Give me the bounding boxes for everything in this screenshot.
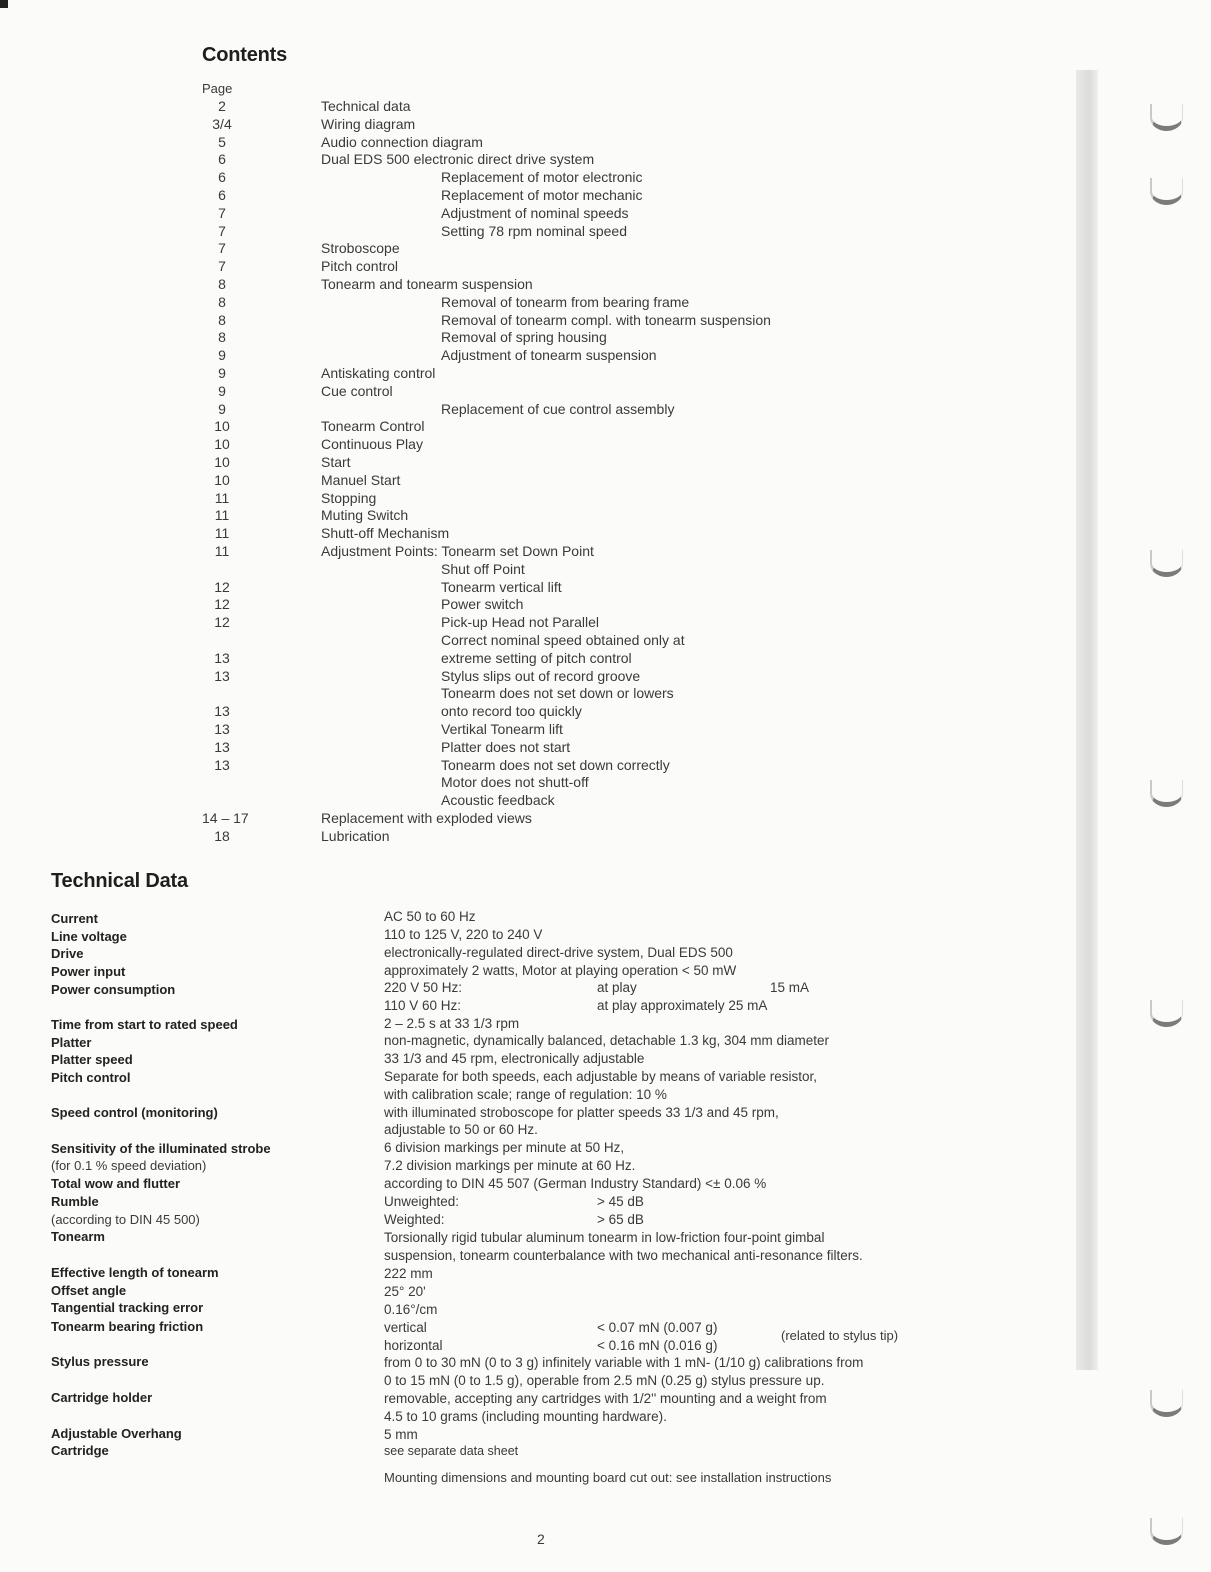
toc-entry-title: Tonearm does not set down correctly: [441, 757, 670, 773]
spec-value: with illuminated stroboscope for platter speeds 33 1/3 and 45 rpm,: [384, 1105, 779, 1120]
technical-data-title: Technical Data: [51, 870, 188, 892]
toc-entry: [0, 436, 900, 454]
friction-horizontal-label: horizontal: [384, 1338, 443, 1353]
toc-entry: [0, 543, 900, 561]
spec-value: non-magnetic, dynamically balanced, detachable 1.3 kg, 304 mm diameter: [384, 1033, 829, 1048]
toc-entry: [0, 739, 900, 757]
spec-value: 0 to 15 mN (0 to 1.5 g), operable from 2.5 mN (0.25 g) stylus pressure up.: [384, 1373, 825, 1388]
spec-value: suspension, tonearm counterbalance with two mechanical anti-resonance filters.: [384, 1248, 863, 1263]
spec-value: 5 mm: [384, 1427, 418, 1442]
toc-entry-title: Power switch: [441, 596, 524, 612]
toc-page-number: 12: [214, 596, 230, 612]
toc-page-number: 10: [214, 436, 230, 452]
toc-page-number: 10: [214, 472, 230, 488]
toc-page-number: 11: [214, 525, 230, 541]
toc-entry: [0, 418, 900, 436]
toc-entry-title: Replacement of cue control assembly: [441, 401, 675, 417]
spec-label: Stylus pressure: [51, 1354, 149, 1369]
spec-label: Time from start to rated speed: [51, 1017, 238, 1032]
toc-page-number: 10: [214, 454, 230, 470]
spec-value: AC 50 to 60 Hz: [384, 909, 476, 924]
spec-value: 4.5 to 10 grams (including mounting hardware).: [384, 1409, 667, 1424]
spec-label: Cartridge holder: [51, 1390, 153, 1405]
toc-page-number: 13: [214, 739, 230, 755]
toc-entry: [0, 703, 900, 721]
spec-value: 0.16°/cm: [384, 1302, 438, 1317]
spec-label: Sensitivity of the illuminated strobe: [51, 1141, 271, 1156]
toc-entry: [0, 596, 900, 614]
spec-label: Speed control (monitoring): [51, 1105, 218, 1120]
spec-label: Total wow and flutter: [51, 1176, 181, 1191]
spec-label: Cartridge: [51, 1443, 109, 1458]
toc-page-number: 13: [214, 703, 230, 719]
toc-page-number: 7: [218, 258, 226, 274]
toc-entry: [0, 632, 900, 650]
toc-entry-title: Adjustment Points: Tonearm set Down Point: [321, 543, 594, 559]
toc-entry-title: Tonearm does not set down or lowers: [441, 685, 674, 701]
punch-hole: [1150, 550, 1183, 577]
spec-value: 25° 20': [384, 1284, 426, 1299]
toc-entry-title: Continuous Play: [321, 436, 423, 452]
toc-page-number: 12: [214, 614, 230, 630]
toc-page-number: 8: [218, 329, 226, 345]
toc-entry: [0, 810, 900, 828]
spec-value: Torsionally rigid tubular aluminum tonearm in low-friction four-point gimbal: [384, 1230, 825, 1245]
toc-entry-title: Manuel Start: [321, 472, 401, 488]
toc-page-number: 8: [218, 312, 226, 328]
toc-page-number: 10: [214, 418, 230, 434]
toc-page-number: 13: [214, 757, 230, 773]
toc-entry: [0, 187, 900, 205]
toc-entry-title: Antiskating control: [321, 365, 436, 381]
toc-entry: [0, 721, 900, 739]
toc-entry-title: Stroboscope: [321, 240, 400, 256]
spec-value: Separate for both speeds, each adjustable by means of variable resistor,: [384, 1069, 818, 1084]
spec-value: electronically-regulated direct-drive system, Dual EDS 500: [384, 945, 733, 960]
toc-page-number: 5: [218, 134, 226, 150]
spec-value: 7.2 division markings per minute at 60 Hz.: [384, 1158, 636, 1173]
toc-entry-title: Removal of tonearm from bearing frame: [441, 294, 690, 310]
toc-entry-title: Muting Switch: [321, 507, 409, 523]
punch-hole: [1150, 780, 1183, 807]
spec-value: approximately 2 watts, Motor at playing operation < 50 mW: [384, 963, 737, 978]
spec-label: Current: [51, 911, 98, 926]
toc-page-number: 13: [214, 668, 230, 684]
binding-strip: [1076, 70, 1098, 1370]
toc-entry-title: extreme setting of pitch control: [441, 650, 632, 666]
punch-hole: [1150, 104, 1183, 131]
spec-label: (according to DIN 45 500): [51, 1212, 200, 1227]
spec-label: Pitch control: [51, 1070, 131, 1085]
toc-page-number: 9: [218, 365, 226, 381]
toc-page-number: 14 – 17: [202, 810, 249, 826]
consumption-voltage: 220 V 50 Hz:: [384, 980, 463, 995]
toc-entry-title: Cue control: [321, 383, 393, 399]
scan-corner-mark: [0, 0, 8, 8]
toc-entry-title: Correct nominal speed obtained only at: [441, 632, 685, 648]
toc-entry: [0, 579, 900, 597]
spec-value: 6 division markings per minute at 50 Hz,: [384, 1140, 625, 1155]
spec-label: Tonearm bearing friction: [51, 1319, 204, 1334]
toc-entry: [0, 685, 900, 703]
spec-label: Platter speed: [51, 1052, 133, 1067]
toc-page-number: 9: [218, 347, 226, 363]
spec-label: Rumble: [51, 1194, 99, 1209]
spec-label: Tonearm: [51, 1229, 105, 1244]
toc-entry: [0, 294, 900, 312]
toc-entry: [0, 507, 900, 525]
spec-label: Power consumption: [51, 982, 176, 997]
spec-value: adjustable to 50 or 60 Hz.: [384, 1122, 538, 1137]
friction-horizontal-value: < 0.16 mN (0.016 g): [597, 1338, 718, 1353]
toc-entry-title: Start: [321, 454, 351, 470]
rumble-unweighted-value: > 45 dB: [597, 1194, 644, 1209]
punch-hole: [1150, 178, 1183, 205]
punch-hole: [1150, 1518, 1183, 1545]
friction-note: (related to stylus tip): [781, 1328, 899, 1343]
toc-page-number: 12: [214, 579, 230, 595]
toc-page-number: 8: [218, 276, 226, 292]
spec-label: Tangential tracking error: [51, 1300, 204, 1315]
toc-entry: [0, 98, 900, 116]
toc-entry-title: Tonearm Control: [321, 418, 425, 434]
toc-entry: [0, 347, 900, 365]
spec-label: Effective length of tonearm: [51, 1265, 219, 1280]
toc-entry-title: Shutt-off Mechanism: [321, 525, 450, 541]
toc-entry-title: Setting 78 rpm nominal speed: [441, 223, 627, 239]
spec-label: (for 0.1 % speed deviation): [51, 1158, 207, 1173]
toc-entry: [0, 383, 900, 401]
consumption-mode: at play: [597, 980, 637, 995]
rumble-unweighted-label: Unweighted:: [384, 1194, 460, 1209]
spec-value: removable, accepting any cartridges with 1/2'' mounting and a weight from: [384, 1391, 827, 1406]
spec-value: 222 mm: [384, 1266, 433, 1281]
toc-entry-title: Vertikal Tonearm lift: [441, 721, 563, 737]
spec-value: with calibration scale; range of regulation: 10 %: [384, 1087, 667, 1102]
toc-entry: [0, 134, 900, 152]
toc-entry-title: Adjustment of nominal speeds: [441, 205, 629, 221]
toc-page-number: 9: [218, 383, 226, 399]
toc-page-number: 13: [214, 721, 230, 737]
toc-page-number: 11: [214, 507, 230, 523]
toc-page-number: 3/4: [212, 116, 232, 132]
toc-entry-title: Tonearm and tonearm suspension: [321, 276, 533, 292]
rumble-weighted-value: > 65 dB: [597, 1212, 644, 1227]
toc-entry: [0, 561, 900, 579]
friction-vertical-label: vertical: [384, 1320, 427, 1335]
toc-entry: [0, 151, 900, 169]
spec-label: Drive: [51, 946, 84, 961]
toc-entry: [0, 650, 900, 668]
toc-page-number: 6: [218, 187, 226, 203]
spec-value: see separate data sheet: [384, 1444, 519, 1458]
page-number: 2: [537, 1531, 545, 1547]
toc-entry-title: Technical data: [321, 98, 411, 114]
contents-title: Contents: [202, 44, 288, 66]
toc-page-number: 13: [214, 650, 230, 666]
toc-page-number: 7: [218, 223, 226, 239]
toc-page-number: 18: [214, 828, 230, 844]
toc-entry: [0, 525, 900, 543]
spec-label: Power input: [51, 964, 126, 979]
toc-page-number: 6: [218, 151, 226, 167]
toc-entry-title: Adjustment of tonearm suspension: [441, 347, 657, 363]
toc-entry-title: Tonearm vertical lift: [441, 579, 562, 595]
rumble-weighted-label: Weighted:: [384, 1212, 445, 1227]
toc-page-number: 11: [214, 543, 230, 559]
toc-entry-title: Shut off Point: [441, 561, 525, 577]
toc-page-number: 8: [218, 294, 226, 310]
punch-hole: [1150, 1000, 1183, 1027]
toc-entry-title: onto record too quickly: [441, 703, 582, 719]
toc-entry: [0, 472, 900, 490]
toc-entry: [0, 490, 900, 508]
toc-entry: [0, 757, 900, 775]
spec-label: Line voltage: [51, 929, 127, 944]
consumption-voltage: 110 V 60 Hz:: [384, 998, 462, 1013]
toc-entry: [0, 258, 900, 276]
toc-page-number: 11: [214, 490, 230, 506]
toc-entry: [0, 329, 900, 347]
spec-label: Offset angle: [51, 1283, 127, 1298]
toc-entry-title: Platter does not start: [441, 739, 571, 755]
toc-entry-title: Replacement of motor mechanic: [441, 187, 643, 203]
toc-page-header: Page: [202, 81, 233, 96]
toc-entry: [0, 169, 900, 187]
toc-page-number: 9: [218, 401, 226, 417]
spec-label: Adjustable Overhang: [51, 1426, 182, 1441]
consumption-mode: at play approximately 25 mA: [597, 998, 768, 1013]
mounting-note: Mounting dimensions and mounting board cut out: see installation instructions: [384, 1470, 832, 1485]
toc-entry-title: Removal of tonearm compl. with tonearm suspension: [441, 312, 771, 328]
toc-entry-title: Stylus slips out of record groove: [441, 668, 641, 684]
toc-entry: [0, 401, 900, 419]
toc-page-number: 7: [218, 205, 226, 221]
toc-entry: [0, 614, 900, 632]
toc-entry: [0, 116, 900, 134]
toc-entry: [0, 240, 900, 258]
spec-value: 110 to 125 V, 220 to 240 V: [384, 927, 543, 942]
toc-entry-title: Replacement with exploded views: [321, 810, 532, 826]
toc-entry: [0, 312, 900, 330]
spec-value: 33 1/3 and 45 rpm, electronically adjustable: [384, 1051, 645, 1066]
toc-entry-title: Stopping: [321, 490, 377, 506]
toc-entry-title: Replacement of motor electronic: [441, 169, 643, 185]
toc-entry: [0, 792, 900, 810]
toc-entry-title: Acoustic feedback: [441, 792, 555, 808]
toc-entry: [0, 365, 900, 383]
toc-page-number: 2: [218, 98, 226, 114]
toc-entry: [0, 205, 900, 223]
toc-entry-title: Pick-up Head not Parallel: [441, 614, 599, 630]
spec-value: from 0 to 30 mN (0 to 3 g) infinitely variable with 1 mN- (1/10 g) calibrations from: [384, 1355, 864, 1370]
friction-vertical-value: < 0.07 mN (0.007 g): [597, 1320, 718, 1335]
toc-entry-title: Motor does not shutt-off: [441, 774, 589, 790]
toc-entry-title: Pitch control: [321, 258, 399, 274]
toc-entry: [0, 668, 900, 686]
consumption-current: 15 mA: [770, 980, 810, 995]
toc-entry-title: Removal of spring housing: [441, 329, 607, 345]
toc-entry: [0, 223, 900, 241]
toc-entry: [0, 828, 900, 846]
toc-page-number: 7: [218, 240, 226, 256]
toc-entry-title: Lubrication: [321, 828, 390, 844]
punch-hole: [1150, 1390, 1183, 1417]
spec-value: according to DIN 45 507 (German Industry Standard) <± 0.06 %: [384, 1176, 767, 1191]
toc-entry: [0, 774, 900, 792]
toc-entry: [0, 276, 900, 294]
toc-entry: [0, 454, 900, 472]
toc-entry-title: Wiring diagram: [321, 116, 416, 132]
spec-label: Platter: [51, 1035, 92, 1050]
toc-entry-title: Audio connection diagram: [321, 134, 483, 150]
toc-entry-title: Dual EDS 500 electronic direct drive system: [321, 151, 595, 167]
toc-page-number: 6: [218, 169, 226, 185]
spec-value: 2 – 2.5 s at 33 1/3 rpm: [384, 1016, 520, 1031]
